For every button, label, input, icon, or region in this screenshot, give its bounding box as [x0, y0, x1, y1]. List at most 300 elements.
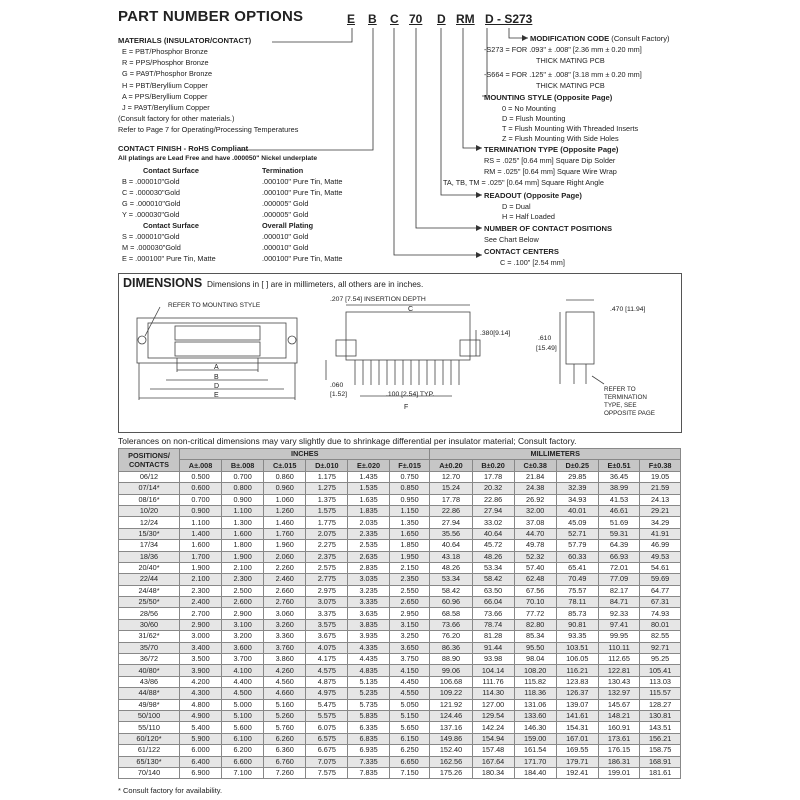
dimension-cell: 4.300 — [180, 688, 222, 699]
dimension-cell: 77.72 — [514, 608, 556, 619]
dimension-cell: 6.000 — [180, 745, 222, 756]
modification-line: -S664 = FOR .125" ± .008" [3.18 mm ± 0.20 mm] — [484, 70, 642, 79]
material-item: R = PPS/Phosphor Bronze — [122, 58, 209, 67]
dimension-cell: 0.900 — [222, 494, 264, 505]
dimension-cell: 3.750 — [389, 654, 430, 665]
centers-heading: CONTACT CENTERS — [484, 247, 559, 256]
centers-line: C = .100" [2.54 mm] — [500, 258, 565, 267]
dimension-cell: 1.835 — [348, 505, 389, 516]
dimension-cell: 44.70 — [514, 528, 556, 539]
table-row — [119, 756, 681, 767]
dim-refer-term: OPPOSITE PAGE — [604, 410, 655, 417]
dimension-cell: 6.075 — [306, 722, 348, 733]
dimension-cell: 1.635 — [348, 494, 389, 505]
positions-cell: 35/70 — [119, 642, 180, 653]
dimension-cell: 180.34 — [472, 767, 514, 778]
dimension-cell: 3.900 — [180, 665, 222, 676]
finish-term: .000100" Pure Tin, Matte — [262, 188, 343, 197]
dimension-cell: 4.550 — [389, 688, 430, 699]
dimension-cell: 3.635 — [348, 608, 389, 619]
dimension-cell: 93.98 — [472, 654, 514, 665]
materials-heading: MATERIALS (INSULATOR/CONTACT) — [118, 36, 252, 45]
dimension-cell: 2.900 — [180, 619, 222, 630]
dimension-cell: 5.000 — [222, 699, 264, 710]
dimension-cell: 12.70 — [430, 471, 472, 482]
col-header-mm: B±0.20 — [472, 460, 514, 471]
termination-head: Termination — [262, 166, 304, 175]
dimension-cell: 3.835 — [348, 619, 389, 630]
table-row — [119, 676, 681, 687]
dimension-cell: 0.800 — [222, 483, 264, 494]
dimension-cell: 4.560 — [264, 676, 306, 687]
dimension-cell: 4.875 — [306, 676, 348, 687]
table-row — [119, 654, 681, 665]
dimension-cell: 5.400 — [180, 722, 222, 733]
finish-plating: .000100" Pure Tin, Matte — [262, 254, 343, 263]
dimension-cell: 4.500 — [222, 688, 264, 699]
dimension-cell: 2.550 — [389, 585, 430, 596]
col-header-inch: D±.010 — [306, 460, 348, 471]
dimension-cell: 3.060 — [264, 608, 306, 619]
dim-label-b: B — [214, 374, 219, 381]
dimension-cell: 137.16 — [430, 722, 472, 733]
dimension-cell: 112.65 — [598, 654, 639, 665]
dimension-cell: 93.35 — [556, 631, 598, 642]
dimension-cell: 5.235 — [348, 688, 389, 699]
dimension-cell: 0.700 — [222, 471, 264, 482]
dimension-cell: 5.150 — [389, 710, 430, 721]
dimension-cell: 76.20 — [430, 631, 472, 642]
dimensions-title: DIMENSIONS — [123, 276, 203, 290]
dimension-cell: 5.260 — [264, 710, 306, 721]
dimension-cell: 154.94 — [472, 733, 514, 744]
dimension-cell: 3.375 — [306, 608, 348, 619]
dimension-cell: 3.335 — [348, 597, 389, 608]
modification-line: THICK MATING PCB — [536, 81, 605, 90]
dimension-cell: 46.99 — [640, 540, 681, 551]
dimension-cell: 82.55 — [640, 631, 681, 642]
dimension-cell: 1.950 — [389, 551, 430, 562]
dimension-cell: 0.900 — [180, 505, 222, 516]
dim-refer-mounting: REFER TO MOUNTING STYLE — [168, 302, 261, 309]
dimension-cell: 1.275 — [306, 483, 348, 494]
dimension-cell: 4.335 — [348, 642, 389, 653]
dimension-cell: 1.650 — [389, 528, 430, 539]
dimension-cell: 63.50 — [472, 585, 514, 596]
dimension-cell: 67.31 — [640, 597, 681, 608]
dimension-cell: 131.06 — [514, 699, 556, 710]
dimension-cell: 5.900 — [180, 733, 222, 744]
dimension-cell: 1.150 — [389, 505, 430, 516]
positions-cell: 50/100 — [119, 710, 180, 721]
table-row — [119, 699, 681, 710]
dimension-cell: 95.50 — [514, 642, 556, 653]
dimension-cell: 57.40 — [514, 562, 556, 573]
dimension-cell: 181.61 — [640, 767, 681, 778]
finish-code: M = .000030"Gold — [122, 243, 181, 252]
dimension-cell: 4.575 — [306, 665, 348, 676]
dim-label-d: D — [214, 383, 220, 390]
dimension-cell: 6.675 — [306, 745, 348, 756]
dimension-cell: 17.78 — [430, 494, 472, 505]
dimension-cell: 108.20 — [514, 665, 556, 676]
dimension-cell: 1.800 — [222, 540, 264, 551]
dimension-cell: 24.38 — [514, 483, 556, 494]
dimension-cell: 19.05 — [640, 471, 681, 482]
col-header-mm: A±0.20 — [430, 460, 472, 471]
dimension-cell: 1.435 — [348, 471, 389, 482]
dimension-cell: 85.73 — [556, 608, 598, 619]
col-header-inch: B±.008 — [222, 460, 264, 471]
dimension-cell: 40.01 — [556, 505, 598, 516]
material-note: Refer to Page 7 for Operating/Processing Temperatures — [118, 125, 299, 134]
dimension-cell: 41.53 — [598, 494, 639, 505]
dimension-cell: 1.060 — [264, 494, 306, 505]
code-mounting-mod: D - S273 — [485, 12, 533, 26]
dimension-cell: 6.600 — [222, 756, 264, 767]
dimension-cell: 2.575 — [306, 562, 348, 573]
dimension-cell: 62.48 — [514, 574, 556, 585]
col-header-mm: C±0.38 — [514, 460, 556, 471]
contact-finish-note: All platings are Lead Free and have .000050" Nickel underplate — [118, 155, 318, 162]
dimension-cell: 7.575 — [306, 767, 348, 778]
positions-cell: 20/40* — [119, 562, 180, 573]
dimension-cell: 1.600 — [180, 540, 222, 551]
dimension-cell: 2.275 — [306, 540, 348, 551]
dimension-cell: 2.760 — [264, 597, 306, 608]
dimension-cell: 3.100 — [222, 619, 264, 630]
dimension-cell: 132.97 — [598, 688, 639, 699]
table-row — [119, 722, 681, 733]
overall-plating-head: Overall Plating — [262, 221, 314, 230]
positions-cell: 70/140 — [119, 767, 180, 778]
table-row — [119, 688, 681, 699]
dimension-cell: 65.41 — [556, 562, 598, 573]
dimension-cell: 58.42 — [472, 574, 514, 585]
dimension-cell: 66.93 — [598, 551, 639, 562]
positions-cell: 07/14* — [119, 483, 180, 494]
dimension-cell: 115.82 — [514, 676, 556, 687]
finish-code: G = .000010"Gold — [122, 199, 181, 208]
dimension-cell: 68.58 — [430, 608, 472, 619]
dimension-cell: 154.31 — [556, 722, 598, 733]
dimension-cell: 2.650 — [389, 597, 430, 608]
table-row — [119, 642, 681, 653]
dimension-cell: 1.700 — [180, 551, 222, 562]
mounting-line: Z = Flush Mounting With Side Holes — [502, 134, 619, 143]
finish-plating: .000010" Gold — [262, 232, 309, 241]
dimension-cell: 1.600 — [222, 528, 264, 539]
termination-line: TA, TB, TM = .025" [0.64 mm] Square Right Angle — [443, 178, 604, 187]
dimension-cell: 40.64 — [430, 540, 472, 551]
dimension-cell: 5.475 — [306, 699, 348, 710]
dimension-cell: 0.750 — [389, 471, 430, 482]
dimension-cell: 2.950 — [389, 608, 430, 619]
dimension-cell: 106.68 — [430, 676, 472, 687]
positions-cell: 10/20 — [119, 505, 180, 516]
dimension-cell: 41.91 — [640, 528, 681, 539]
positions-cell: 49/98* — [119, 699, 180, 710]
positions-cell: 17/34 — [119, 540, 180, 551]
dimension-cell: 3.035 — [348, 574, 389, 585]
material-item: A = PPS/Beryllium Copper — [122, 92, 208, 101]
dimension-cell: 2.635 — [348, 551, 389, 562]
dimension-cell: 85.34 — [514, 631, 556, 642]
positions-line: See Chart Below — [484, 235, 539, 244]
positions-cell: 65/130* — [119, 756, 180, 767]
dimension-cell: 2.300 — [180, 585, 222, 596]
dimension-cell: 1.100 — [180, 517, 222, 528]
dimension-cell: 1.535 — [348, 483, 389, 494]
dimension-cell: 46.61 — [598, 505, 639, 516]
table-row — [119, 585, 681, 596]
dimension-cell: 81.28 — [472, 631, 514, 642]
dim-060: .060 — [330, 382, 344, 389]
dimension-cell: 78.74 — [472, 619, 514, 630]
dimension-cell: 29.85 — [556, 471, 598, 482]
dimension-cell: 1.900 — [180, 562, 222, 573]
dimension-cell: 26.92 — [514, 494, 556, 505]
dimension-cell: 3.935 — [348, 631, 389, 642]
dimension-cell: 1.100 — [222, 505, 264, 516]
dimension-cell: 3.400 — [180, 642, 222, 653]
dimension-cell: 105.41 — [640, 665, 681, 676]
mounting-hole-right — [288, 336, 296, 344]
dimension-cell: 48.26 — [472, 551, 514, 562]
dimension-cell: 142.24 — [472, 722, 514, 733]
dimension-cell: 4.975 — [306, 688, 348, 699]
dimension-cell: 123.83 — [556, 676, 598, 687]
col-header-inch: E±.020 — [348, 460, 389, 471]
dimension-cell: 4.450 — [389, 676, 430, 687]
dimension-cell: 4.175 — [306, 654, 348, 665]
dimension-cell: 2.035 — [348, 517, 389, 528]
dimension-cell: 7.260 — [264, 767, 306, 778]
mounting-line: D = Flush Mounting — [502, 114, 566, 123]
millimeters-header: MILLIMETERS — [430, 449, 681, 460]
dim-label-e: E — [214, 392, 219, 399]
dimension-cell: 5.050 — [389, 699, 430, 710]
dimension-cell: 6.100 — [222, 733, 264, 744]
dimension-cell: 2.700 — [180, 608, 222, 619]
dimension-cell: 1.775 — [306, 517, 348, 528]
col-header-inch: C±.015 — [264, 460, 306, 471]
modification-line: THICK MATING PCB — [536, 56, 605, 65]
table-row — [119, 505, 681, 516]
dimension-cell: 51.69 — [598, 517, 639, 528]
dimension-cell: 4.660 — [264, 688, 306, 699]
dimension-cell: 3.235 — [348, 585, 389, 596]
dimension-cell: 17.78 — [472, 471, 514, 482]
contact-row-top — [175, 326, 260, 340]
col-header-inch: A±.008 — [180, 460, 222, 471]
dimension-cell: 37.08 — [514, 517, 556, 528]
dimension-cell: 4.400 — [222, 676, 264, 687]
code-finish: B — [368, 12, 377, 26]
dimension-cell: 2.535 — [348, 540, 389, 551]
dimension-cell: 6.400 — [180, 756, 222, 767]
dim-refer-term: TERMINATION — [604, 394, 647, 401]
dimension-cell: 4.075 — [306, 642, 348, 653]
positions-cell: 44/88* — [119, 688, 180, 699]
dimensions-subtitle: Dimensions in [ ] are in millimeters, all others are in inches. — [207, 279, 424, 289]
dimension-cell: 167.64 — [472, 756, 514, 767]
table-row — [119, 483, 681, 494]
dimension-cell: 6.200 — [222, 745, 264, 756]
dimension-cell: 152.40 — [430, 745, 472, 756]
dimension-cell: 74.93 — [640, 608, 681, 619]
dimension-cell: 40.64 — [472, 528, 514, 539]
dimension-cell: 1.175 — [306, 471, 348, 482]
dimension-cell: 2.150 — [389, 562, 430, 573]
dimension-cell: 4.800 — [180, 699, 222, 710]
tolerance-note: Tolerances on non-critical dimensions may vary slightly due to shrinkage differential per insulator material; Consult factory. — [118, 436, 577, 446]
code-readout: D — [437, 12, 446, 26]
dimension-cell: 1.300 — [222, 517, 264, 528]
dimension-cell: 1.575 — [306, 505, 348, 516]
dimension-cell: 5.835 — [348, 710, 389, 721]
finish-code: C = .000030"Gold — [122, 188, 180, 197]
dimension-cell: 70.49 — [556, 574, 598, 585]
connector-end-outline — [566, 312, 594, 364]
dimension-cell: 59.31 — [598, 528, 639, 539]
dimension-cell: 29.21 — [640, 505, 681, 516]
modification-heading-note: (Consult Factory) — [611, 34, 670, 43]
dimension-cell: 53.34 — [430, 574, 472, 585]
dimension-cell: 98.04 — [514, 654, 556, 665]
dimension-cell: 128.27 — [640, 699, 681, 710]
dimension-cell: 175.26 — [430, 767, 472, 778]
positions-cell: 15/30* — [119, 528, 180, 539]
dimension-cell: 1.760 — [264, 528, 306, 539]
dimension-cell: 99.06 — [430, 665, 472, 676]
dimension-cell: 2.900 — [222, 608, 264, 619]
dimension-cell: 6.650 — [389, 756, 430, 767]
dimension-cell: 116.21 — [556, 665, 598, 676]
dimension-cell: 91.44 — [472, 642, 514, 653]
finish-term: .000005" Gold — [262, 199, 309, 208]
dimension-cell: 5.100 — [222, 710, 264, 721]
dimension-cell: 111.76 — [472, 676, 514, 687]
dimension-cell: 6.575 — [306, 733, 348, 744]
dimension-cell: 34.93 — [556, 494, 598, 505]
dimension-cell: 2.460 — [264, 574, 306, 585]
dimension-cell: 4.200 — [180, 676, 222, 687]
dimension-cell: 80.01 — [640, 619, 681, 630]
positions-cell: 36/72 — [119, 654, 180, 665]
dimension-cell: 57.79 — [556, 540, 598, 551]
dimension-cell: 4.150 — [389, 665, 430, 676]
dimension-cell: 1.350 — [389, 517, 430, 528]
table-row — [119, 608, 681, 619]
dimension-cell: 90.81 — [556, 619, 598, 630]
dimension-cell: 3.260 — [264, 619, 306, 630]
dimension-cell: 82.80 — [514, 619, 556, 630]
table-row — [119, 745, 681, 756]
positions-table — [118, 448, 681, 779]
dimension-cell: 78.11 — [556, 597, 598, 608]
positions-cell: 40/80* — [119, 665, 180, 676]
dimension-cell: 7.335 — [348, 756, 389, 767]
finish-term: .000005" Gold — [262, 210, 309, 219]
contact-finish-heading: CONTACT FINISH - RoHS Compliant — [118, 144, 249, 153]
readout-line: D = Dual — [502, 202, 531, 211]
dimension-cell: 2.335 — [348, 528, 389, 539]
dimension-cell: 27.94 — [472, 505, 514, 516]
dimension-cell: 21.84 — [514, 471, 556, 482]
mounting-hole-left — [138, 336, 146, 344]
table-row — [119, 494, 681, 505]
part-number-title: PART NUMBER OPTIONS — [118, 8, 304, 25]
positions-header: POSITIONS/ CONTACTS — [119, 449, 180, 472]
dimension-cell: 1.850 — [389, 540, 430, 551]
dimension-cell: 2.500 — [222, 585, 264, 596]
dimension-cell: 24.13 — [640, 494, 681, 505]
dimension-cell: 1.960 — [264, 540, 306, 551]
dimension-cell: 141.61 — [556, 710, 598, 721]
dimension-cell: 115.57 — [640, 688, 681, 699]
table-row — [119, 471, 681, 482]
dimension-cell: 60.33 — [556, 551, 598, 562]
finish-code: Y = .000030"Gold — [122, 210, 180, 219]
dimension-cell: 92.71 — [640, 642, 681, 653]
col-header-mm: F±0.38 — [640, 460, 681, 471]
dimension-cell: 77.09 — [598, 574, 639, 585]
dimension-cell: 60.96 — [430, 597, 472, 608]
dimension-cell: 173.61 — [598, 733, 639, 744]
dimension-cell: 3.600 — [222, 642, 264, 653]
dimension-cell: 88.90 — [430, 654, 472, 665]
termination-heading: TERMINATION TYPE (Opposite Page) — [484, 145, 619, 154]
dimension-cell: 2.100 — [222, 562, 264, 573]
dimension-cell: 2.060 — [264, 551, 306, 562]
dimension-cell: 0.500 — [180, 471, 222, 482]
positions-cell: 22/44 — [119, 574, 180, 585]
dimension-cell: 161.54 — [514, 745, 556, 756]
dimension-cell: 186.31 — [598, 756, 639, 767]
dimension-cell: 45.09 — [556, 517, 598, 528]
dimension-cell: 3.000 — [180, 631, 222, 642]
dimension-cell: 49.78 — [514, 540, 556, 551]
dimension-cell: 157.48 — [472, 745, 514, 756]
dimension-cell: 171.70 — [514, 756, 556, 767]
dimension-cell: 156.21 — [640, 733, 681, 744]
dimension-cell: 5.760 — [264, 722, 306, 733]
dimension-cell: 54.61 — [640, 562, 681, 573]
contact-row-bottom — [175, 342, 260, 356]
dimension-cell: 104.14 — [472, 665, 514, 676]
dimension-cell: 162.56 — [430, 756, 472, 767]
positions-cell: 06/12 — [119, 471, 180, 482]
dimension-cell: 67.56 — [514, 585, 556, 596]
dim-insertion-depth: .207 [7.54] INSERTION DEPTH — [330, 296, 426, 303]
dimension-cell: 7.075 — [306, 756, 348, 767]
dimension-cell: 2.375 — [306, 551, 348, 562]
table-row — [119, 597, 681, 608]
dimension-cell: 199.01 — [598, 767, 639, 778]
dimension-cell: 7.150 — [389, 767, 430, 778]
dimension-cell: 64.39 — [598, 540, 639, 551]
dimension-cell: 52.32 — [514, 551, 556, 562]
dimension-cell: 20.32 — [472, 483, 514, 494]
material-item: E = PBT/Phosphor Bronze — [122, 47, 208, 56]
dim-refer-term: TYPE, SEE — [604, 402, 637, 409]
finish-code: S = .000010"Gold — [122, 232, 180, 241]
dimension-cell: 3.860 — [264, 654, 306, 665]
table-row — [119, 540, 681, 551]
positions-cell: 61/122 — [119, 745, 180, 756]
mounting-line: T = Flush Mounting With Threaded Inserts — [502, 124, 639, 133]
